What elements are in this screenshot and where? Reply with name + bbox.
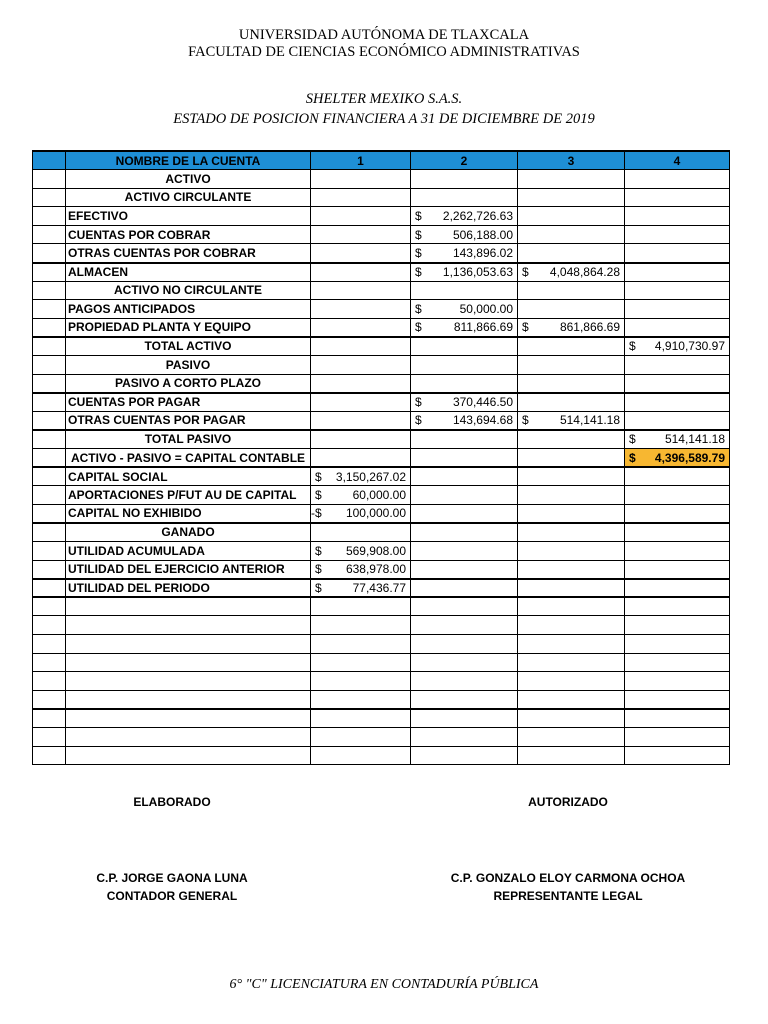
row-index-cell [33,690,66,709]
amount-cell-1 [311,300,411,319]
row-index-cell [33,281,66,300]
amount-value: 4,396,589.79 [654,450,725,465]
amount-cell-2 [411,597,518,616]
currency-symbol: $ [415,302,422,317]
amount-cell-2 [411,374,518,393]
amount-cell-3 [518,504,625,523]
amount-cell-3 [518,690,625,709]
currency-symbol: $ [415,413,422,428]
row-index-cell [33,523,66,542]
row-index-cell [33,356,66,375]
amount-cell-3 [518,523,625,542]
amount-cell-2 [411,244,518,263]
row-index-cell [33,467,66,486]
amount-cell-3 [518,560,625,579]
amount-cell-4 [625,541,730,560]
row-index-cell [33,746,66,765]
amount-cell-3 [518,411,625,430]
company-name: SHELTER MEXIKO S.A.S. [305,91,463,107]
amount-cell-1 [311,672,411,691]
elaborated-label: ELABORADO [133,795,211,809]
table-row [33,207,730,226]
row-index-cell [33,318,66,337]
row-index-cell [33,430,66,449]
account-name: TOTAL PASIVO [66,430,311,449]
amount-cell-1 [311,244,411,263]
amount-cell-3 [518,225,625,244]
currency-symbol: $ [629,339,636,354]
table-row [33,672,730,691]
amount-value: 514,141.18 [664,432,725,447]
row-index-cell [33,411,66,430]
amount-cell-3 [518,746,625,765]
amount-cell-1 [311,225,411,244]
account-name: ACTIVO - PASIVO = CAPITAL CONTABLE [66,449,311,468]
account-name [66,672,311,691]
row-index-cell [33,579,66,598]
amount-cell-1 [311,318,411,337]
amount-cell-4 [625,225,730,244]
amount-value: 811,866.69 [453,320,513,335]
amount-cell-4 [625,634,730,653]
account-name [66,653,311,672]
amount-cell-4 [625,356,730,375]
amount-cell-4 [625,709,730,728]
row-index-cell [33,616,66,635]
amount-cell-4 [625,263,730,282]
amount-cell-1 [311,690,411,709]
amount-cell-1 [311,486,411,505]
amount-cell-2 [411,616,518,635]
table-row [33,281,730,300]
amount-cell-4 [625,449,730,468]
row-index-cell [33,170,66,189]
currency-symbol: $ [315,543,322,558]
amount-value: 77,436.77 [352,580,406,595]
left-signatory-role: CONTADOR GENERAL [106,889,238,903]
header-column-1: 1 [311,151,411,170]
account-name [66,634,311,653]
row-index-cell [33,244,66,263]
amount-value: 370,446.50 [452,395,513,410]
currency-symbol: $ [415,395,422,410]
row-index-cell [33,225,66,244]
currency-symbol: $ [315,562,322,577]
table-row [33,170,730,189]
currency-symbol: $ [315,469,322,484]
faculty-name: FACULTAD DE CIENCIAS ECONÓMICO ADMINISTRATIVAS [188,44,580,60]
table-row [33,690,730,709]
table-row [33,244,730,263]
amount-value: 1,136,053.63 [442,265,513,280]
amount-value: 60,000.00 [352,487,406,502]
amount-cell-4 [625,597,730,616]
account-name: ALMACEN [66,263,311,282]
header-column-2: 2 [411,151,518,170]
amount-cell-3 [518,709,625,728]
account-name: OTRAS CUENTAS POR COBRAR [66,244,311,263]
amount-cell-3 [518,486,625,505]
authorized-label: AUTORIZADO [528,795,608,809]
amount-value: 100,000.00 [345,506,406,521]
amount-cell-3 [518,653,625,672]
amount-cell-1 [311,579,411,598]
amount-cell-3 [518,541,625,560]
amount-cell-2 [411,263,518,282]
currency-symbol: $ [415,227,422,242]
amount-cell-1 [311,393,411,412]
amount-cell-2 [411,634,518,653]
table-row [33,653,730,672]
account-name: CAPITAL SOCIAL [66,467,311,486]
table-row [33,709,730,728]
amount-cell-1 [311,523,411,542]
amount-cell-2 [411,337,518,356]
amount-value: 514,141.18 [559,413,620,428]
amount-cell-4 [625,170,730,189]
account-name: CUENTAS POR PAGAR [66,393,311,412]
account-name: GANADO [66,523,311,542]
account-name: APORTACIONES P/FUT AU DE CAPITAL [66,486,311,505]
amount-value: 861,866.69 [559,320,620,335]
row-index-cell [33,449,66,468]
amount-cell-4 [625,188,730,207]
amount-cell-1 [311,746,411,765]
table-row [33,727,730,746]
table-row [33,411,730,430]
amount-cell-2 [411,281,518,300]
account-name: UTILIDAD ACUMULADA [66,541,311,560]
amount-cell-2 [411,727,518,746]
amount-cell-1 [311,727,411,746]
amount-cell-3 [518,263,625,282]
table-row [33,541,730,560]
negative-sign: - [311,506,315,521]
account-name: PROPIEDAD PLANTA Y EQUIPO [66,318,311,337]
account-name: ACTIVO [66,170,311,189]
table-row [33,337,730,356]
amount-cell-1 [311,709,411,728]
course-footer: 6° "C" LICENCIATURA EN CONTADURÍA PÚBLICA [229,977,539,992]
left-signatory-name: C.P. JORGE GAONA LUNA [96,871,248,885]
currency-symbol: -$ [311,506,322,521]
account-name: CUENTAS POR COBRAR [66,225,311,244]
amount-cell-3 [518,467,625,486]
amount-cell-4 [625,653,730,672]
row-index-cell [33,504,66,523]
amount-cell-1 [311,634,411,653]
account-name: PASIVO [66,356,311,375]
amount-cell-1 [311,281,411,300]
table-row [33,430,730,449]
account-name: TOTAL ACTIVO [66,337,311,356]
amount-cell-4 [625,690,730,709]
right-signatory-name: C.P. GONZALO ELOY CARMONA OCHOA [450,871,686,885]
row-index-cell [33,207,66,226]
amount-cell-2 [411,746,518,765]
row-index-cell [33,374,66,393]
amount-cell-4 [625,337,730,356]
table-row [33,356,730,375]
amount-cell-2 [411,188,518,207]
amount-cell-3 [518,318,625,337]
currency-symbol: $ [522,320,529,335]
amount-cell-1 [311,616,411,635]
row-index-cell [33,263,66,282]
row-index-cell [33,300,66,319]
amount-value: 143,694.68 [452,413,513,428]
row-index-cell [33,541,66,560]
amount-cell-3 [518,672,625,691]
amount-cell-2 [411,393,518,412]
currency-symbol: $ [415,246,422,261]
amount-cell-3 [518,597,625,616]
account-name: UTILIDAD DEL EJERCICIO ANTERIOR [66,560,311,579]
amount-cell-4 [625,281,730,300]
amount-cell-3 [518,337,625,356]
currency-symbol: $ [522,413,529,428]
right-signatory-role: REPRESENTANTE LEGAL [493,889,643,903]
amount-cell-3 [518,449,625,468]
amount-value: 4,910,730.97 [654,339,725,354]
amount-cell-1 [311,356,411,375]
table-row [33,616,730,635]
amount-cell-1 [311,449,411,468]
amount-cell-3 [518,281,625,300]
currency-symbol: $ [522,265,529,280]
amount-cell-4 [625,467,730,486]
amount-cell-4 [625,486,730,505]
currency-symbol: $ [415,265,422,280]
currency-symbol: $ [315,487,322,502]
amount-cell-4 [625,207,730,226]
table-row [33,263,730,282]
row-index-cell [33,672,66,691]
amount-cell-1 [311,597,411,616]
account-name: OTRAS CUENTAS POR PAGAR [66,411,311,430]
amount-cell-4 [625,393,730,412]
amount-cell-4 [625,300,730,319]
account-name [66,727,311,746]
amount-cell-4 [625,579,730,598]
amount-cell-1 [311,504,411,523]
account-name [66,690,311,709]
row-index-cell [33,727,66,746]
amount-cell-4 [625,523,730,542]
table-row [33,188,730,207]
financial-position-table [32,150,730,765]
row-index-cell [33,486,66,505]
currency-symbol: $ [629,432,636,447]
amount-cell-2 [411,709,518,728]
amount-value: 569,908.00 [345,543,406,558]
amount-cell-3 [518,244,625,263]
account-name: CAPITAL NO EXHIBIDO [66,504,311,523]
row-index-cell [33,653,66,672]
amount-cell-4 [625,244,730,263]
account-name [66,616,311,635]
amount-cell-1 [311,560,411,579]
amount-value: 3,150,267.02 [335,469,406,484]
table-row [33,374,730,393]
table-row [33,225,730,244]
amount-cell-2 [411,318,518,337]
statement-title: ESTADO DE POSICION FINANCIERA A 31 DE DICIEMBRE DE 2019 [173,111,595,127]
amount-value: 506,188.00 [452,227,513,242]
amount-value: 50,000.00 [459,302,513,317]
amount-cell-1 [311,207,411,226]
currency-symbol: $ [415,320,422,335]
account-name [66,746,311,765]
amount-cell-4 [625,672,730,691]
currency-symbol: $ [629,450,636,465]
amount-cell-2 [411,430,518,449]
amount-cell-4 [625,560,730,579]
amount-cell-1 [311,411,411,430]
amount-cell-3 [518,634,625,653]
amount-cell-2 [411,356,518,375]
account-name: PAGOS ANTICIPADOS [66,300,311,319]
amount-value: 4,048,864.28 [549,265,620,280]
amount-cell-1 [311,541,411,560]
amount-cell-4 [625,727,730,746]
table-row [33,393,730,412]
row-index-cell [33,337,66,356]
amount-cell-2 [411,653,518,672]
amount-cell-1 [311,374,411,393]
table-row [33,467,730,486]
amount-cell-4 [625,411,730,430]
amount-cell-2 [411,690,518,709]
account-name: ACTIVO NO CIRCULANTE [66,281,311,300]
amount-cell-2 [411,207,518,226]
amount-cell-2 [411,170,518,189]
amount-cell-1 [311,467,411,486]
amount-cell-2 [411,579,518,598]
amount-cell-3 [518,374,625,393]
table-row [33,560,730,579]
row-index-cell [33,393,66,412]
amount-cell-4 [625,504,730,523]
amount-cell-3 [518,188,625,207]
account-name [66,709,311,728]
amount-cell-2 [411,560,518,579]
currency-symbol: $ [415,209,422,224]
amount-cell-1 [311,430,411,449]
header-column-3: 3 [518,151,625,170]
university-name: UNIVERSIDAD AUTÓNOMA DE TLAXCALA [238,27,530,43]
header-blank-cell [33,151,66,170]
table-row [33,746,730,765]
amount-cell-1 [311,263,411,282]
amount-cell-1 [311,337,411,356]
table-header-row [33,151,730,170]
amount-cell-3 [518,170,625,189]
table-row [33,318,730,337]
amount-cell-3 [518,356,625,375]
amount-cell-3 [518,300,625,319]
amount-cell-2 [411,300,518,319]
amount-cell-3 [518,727,625,746]
amount-cell-2 [411,504,518,523]
amount-cell-2 [411,225,518,244]
amount-cell-3 [518,430,625,449]
amount-cell-3 [518,616,625,635]
amount-cell-1 [311,653,411,672]
row-index-cell [33,634,66,653]
account-name [66,597,311,616]
account-name: PASIVO A CORTO PLAZO [66,374,311,393]
table-row [33,504,730,523]
amount-cell-1 [311,170,411,189]
amount-value: 638,978.00 [345,562,406,577]
amount-cell-4 [625,616,730,635]
account-name: EFECTIVO [66,207,311,226]
amount-cell-2 [411,449,518,468]
amount-cell-4 [625,746,730,765]
amount-value: 2,262,726.63 [442,209,513,224]
amount-cell-2 [411,486,518,505]
currency-symbol: $ [315,580,322,595]
table-row [33,523,730,542]
amount-cell-2 [411,411,518,430]
amount-cell-3 [518,207,625,226]
amount-cell-1 [311,188,411,207]
amount-cell-3 [518,579,625,598]
amount-cell-4 [625,430,730,449]
amount-cell-4 [625,318,730,337]
row-index-cell [33,560,66,579]
amount-cell-2 [411,541,518,560]
amount-cell-4 [625,374,730,393]
table-row [33,486,730,505]
row-index-cell [33,597,66,616]
account-name: ACTIVO CIRCULANTE [66,188,311,207]
row-index-cell [33,188,66,207]
amount-cell-2 [411,523,518,542]
account-name: UTILIDAD DEL PERIODO [66,579,311,598]
table-row [33,634,730,653]
row-index-cell [33,709,66,728]
table-row [33,597,730,616]
table-row [33,579,730,598]
header-account-name: NOMBRE DE LA CUENTA [66,151,311,170]
header-column-4: 4 [625,151,730,170]
table-row [33,449,730,468]
table-row [33,300,730,319]
amount-value: 143,896.02 [452,246,513,261]
amount-cell-3 [518,393,625,412]
amount-cell-2 [411,467,518,486]
amount-cell-2 [411,672,518,691]
